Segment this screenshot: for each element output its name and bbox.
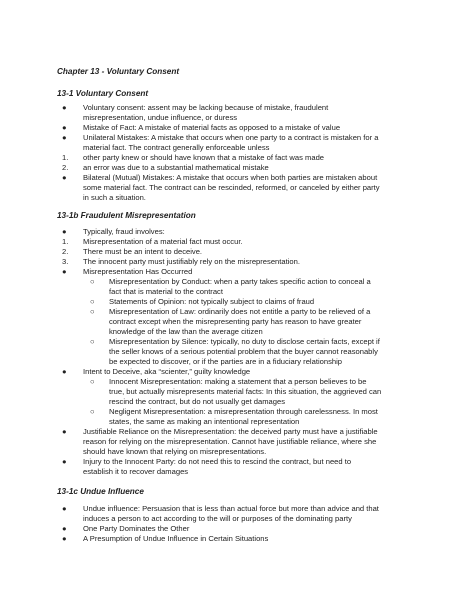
list-item-text: Bilateral (Mutual) Mistakes: A mistake that occurs when both parties are mistaken about bbox=[83, 173, 378, 182]
list-item-text: Misrepresentation of Law: ordinarily does not entitle a party to be relieved of a bbox=[109, 307, 371, 316]
bullet-marker: ● bbox=[62, 103, 67, 112]
list-item-text: Misrepresentation of a material fact must occur. bbox=[83, 237, 243, 246]
bullet-marker: ● bbox=[62, 267, 67, 276]
sub-bullet-marker: ○ bbox=[90, 337, 95, 346]
list-item-text: contract except when the misrepresenting party has reason to have greater bbox=[109, 317, 362, 326]
list-item-text: be expected to discover, or if the parties are in a fiduciary relationship bbox=[109, 357, 343, 366]
list-item-text: There must be an intent to deceive. bbox=[83, 247, 203, 256]
number-marker: 2. bbox=[62, 247, 69, 256]
list-item-text: the seller knows of a serious potential problem that the buyer cannot reasonably bbox=[109, 347, 378, 356]
list-item-text: Misrepresentation by Conduct: when a party takes specific action to conceal a bbox=[109, 277, 371, 286]
list-item-text: in such a situation. bbox=[83, 193, 146, 202]
sub-bullet-marker: ○ bbox=[90, 297, 95, 306]
section-heading-undue-influence: 13-1c Undue Influence bbox=[57, 487, 144, 496]
list-item-text: true, but actually misrepresents material facts: In this situation, the aggrieved can bbox=[109, 387, 382, 396]
list-item-text: misrepresentation, undue influence, or duress bbox=[83, 113, 238, 122]
list-item-text: Innocent Misrepresentation: making a statement that a person believes to be bbox=[109, 377, 367, 386]
list-item-text: an error was due to a substantial mathematical mistake bbox=[83, 163, 269, 172]
list-item-text: The innocent party must justifiably rely on the misrepresentation. bbox=[83, 257, 300, 266]
list-item-text: some material fact. The contract can be rescinded, reformed, or canceled by either party bbox=[83, 183, 380, 192]
bullet-marker: ● bbox=[62, 524, 67, 533]
list-item-text: Misrepresentation by Silence: typically, no duty to disclose certain facts, except if bbox=[109, 337, 380, 346]
list-item-text: Undue influence: Persuasion that is less than actual force but more than advice and that bbox=[83, 504, 379, 513]
list-item-text: Negligent Misrepresentation: a misrepresentation through carelessness. In most bbox=[109, 407, 378, 416]
list-item-text: One Party Dominates the Other bbox=[83, 524, 190, 533]
section-heading-voluntary-consent: 13-1 Voluntary Consent bbox=[57, 89, 149, 98]
number-marker: 1. bbox=[62, 237, 69, 246]
list-item-text: other party knew or should have known that a mistake of fact was made bbox=[83, 153, 325, 162]
list-item-text: A Presumption of Undue Influence in Certain Situations bbox=[83, 534, 269, 543]
list-item-text: should have known that relying on misrepresentations. bbox=[83, 447, 267, 456]
bullet-marker: ● bbox=[62, 133, 67, 142]
list-item-text: Mistake of Fact: A mistake of material facts as opposed to a mistake of value bbox=[83, 123, 341, 132]
number-marker: 1. bbox=[62, 153, 69, 162]
bullet-marker: ● bbox=[62, 123, 67, 132]
list-item-text: fact that is material to the contract bbox=[109, 287, 223, 296]
sub-bullet-marker: ○ bbox=[90, 407, 95, 416]
list-item-text: establish it to recover damages bbox=[83, 467, 189, 476]
number-marker: 2. bbox=[62, 163, 69, 172]
bullet-marker: ● bbox=[62, 367, 67, 376]
list-item-text: Misrepresentation Has Occurred bbox=[83, 267, 193, 276]
list-item-text: Injury to the Innocent Party: do not need this to rescind the contract, but need to bbox=[83, 457, 352, 466]
list-item-text: Intent to Deceive, aka “scienter,” guilty knowledge bbox=[83, 367, 251, 376]
bullet-marker: ● bbox=[62, 173, 67, 182]
list-item-text: Voluntary consent: assent may be lacking because of mistake, fraudulent bbox=[83, 103, 329, 112]
section-heading-fraudulent-misrepresentation: 13-1b Fraudulent Misrepresentation bbox=[57, 211, 196, 220]
bullet-marker: ● bbox=[62, 504, 67, 513]
list-item-text: Statements of Opinion: not typically subject to claims of fraud bbox=[109, 297, 315, 306]
sub-bullet-marker: ○ bbox=[90, 277, 95, 286]
list-item-text: Justifiable Reliance on the Misrepresentation: the deceived party must have a justifiable bbox=[83, 427, 378, 436]
document-title: Chapter 13 - Voluntary Consent bbox=[57, 67, 180, 76]
list-item-text: Typically, fraud involves: bbox=[83, 227, 165, 236]
bullet-marker: ● bbox=[62, 457, 67, 466]
list-item-text: material fact. The contract generally enforceable unless bbox=[83, 143, 270, 152]
list-item-text: Unilateral Mistakes: A mistake that occurs when one party to a contract is mistaken for a bbox=[83, 133, 379, 142]
bullet-marker: ● bbox=[62, 227, 67, 236]
list-item-text: reason for relying on the misrepresentation. Cannot have justifiable reliance, where she bbox=[83, 437, 377, 446]
list-item-text: induces a person to act according to the will or purposes of the dominating party bbox=[83, 514, 352, 523]
list-item-text: states, the same as making an intentional representation bbox=[109, 417, 300, 426]
sub-bullet-marker: ○ bbox=[90, 307, 95, 316]
bullet-marker: ● bbox=[62, 427, 67, 436]
bullet-marker: ● bbox=[62, 534, 67, 543]
number-marker: 3. bbox=[62, 257, 69, 266]
list-item-text: rescind the contract, but do not usually get damages bbox=[109, 397, 286, 406]
list-item-text: knowledge of the law than the average citizen bbox=[109, 327, 263, 336]
sub-bullet-marker: ○ bbox=[90, 377, 95, 386]
